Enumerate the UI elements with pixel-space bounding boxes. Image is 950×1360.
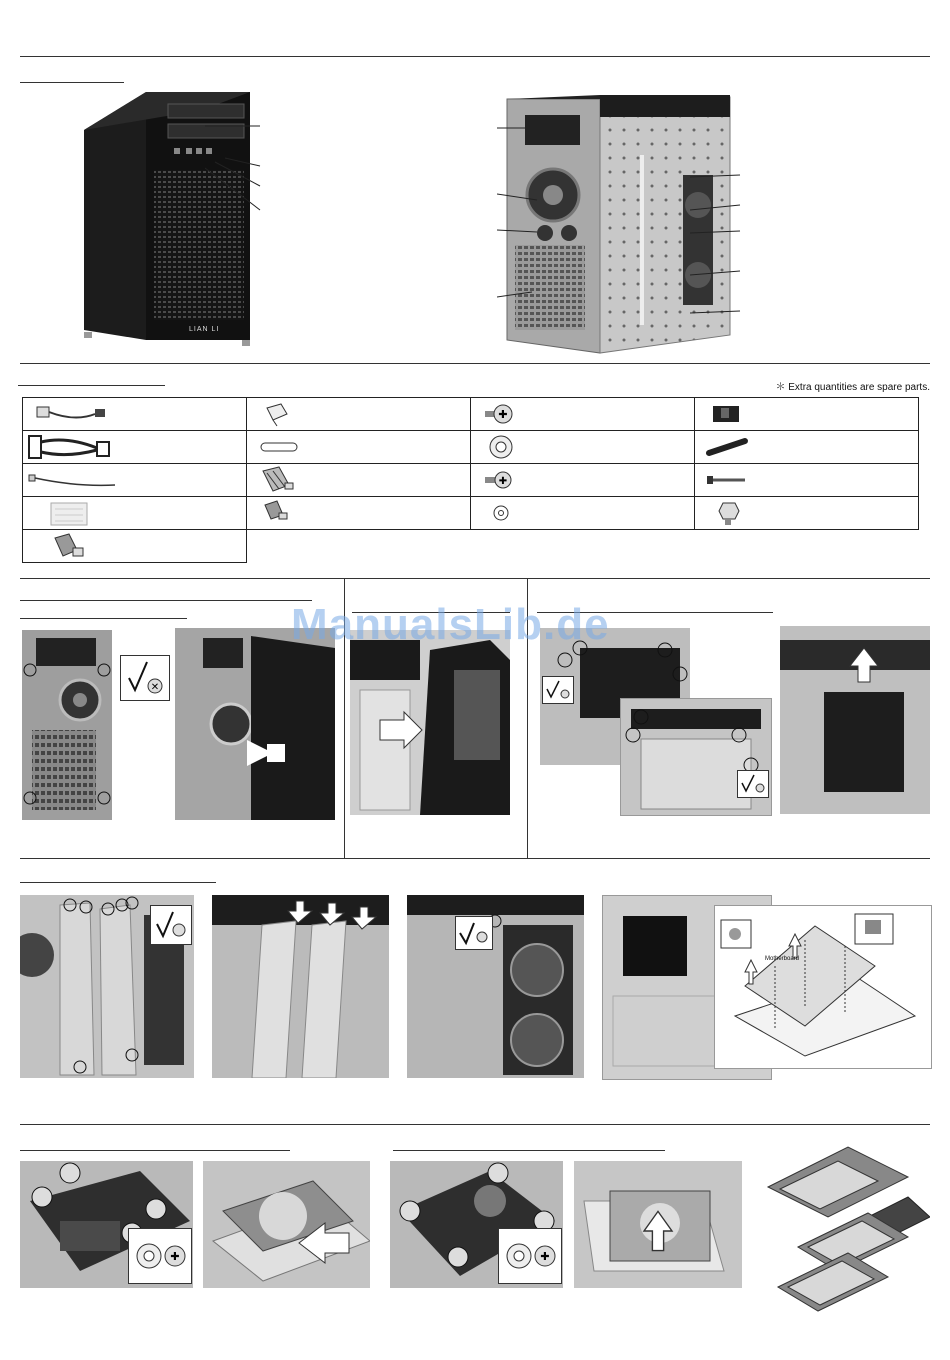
accessory-cell <box>471 497 695 530</box>
accessory-cell <box>247 431 471 464</box>
rear-panel-screws-photo <box>22 630 112 820</box>
step-title-underline-e <box>20 882 216 883</box>
accessory-cell <box>23 464 247 497</box>
rubber-washer-icon <box>481 433 521 463</box>
ssd-slide-in-photo <box>574 1161 742 1288</box>
accessory-cell <box>471 398 695 431</box>
step-title-underline-f <box>20 1150 290 1151</box>
drive-cage-removal-photo <box>780 626 930 814</box>
front-leader-lines <box>205 118 265 218</box>
grommet-screw-icon <box>128 1228 192 1284</box>
step-title-underline-g <box>393 1150 665 1151</box>
zip-tie-icon <box>27 465 127 495</box>
accessory-cell <box>247 464 471 497</box>
accessory-cell <box>471 431 695 464</box>
short-thumbscrew-icon <box>261 499 311 529</box>
top-rule <box>20 56 930 57</box>
screwdriver-check-icon <box>737 770 769 798</box>
drive-cage-screws-photo-b <box>620 698 772 816</box>
large-thumbscrew-icon <box>51 532 101 562</box>
foam-pad-icon <box>47 499 107 529</box>
screwdriver-check-icon <box>542 676 574 704</box>
screwdriver-check-icon <box>455 916 493 950</box>
hdd-screw-icon <box>481 400 521 430</box>
small-washer-icon <box>481 499 521 529</box>
section-underline-overview <box>20 82 124 83</box>
accessory-cell <box>23 530 247 563</box>
screwdriver-check-icon <box>120 655 170 701</box>
step-title-underline-b <box>20 618 187 619</box>
shoulder-screw-icon <box>709 499 749 529</box>
svg-text:✚: ✚ <box>498 408 508 421</box>
svg-text:✕: ✕ <box>150 682 160 693</box>
rear-left-leader-lines <box>497 120 542 305</box>
rear-right-leader-lines <box>690 165 742 320</box>
accessory-cell <box>23 431 247 464</box>
accessory-cell <box>695 398 919 431</box>
rule-steps-2 <box>20 858 930 859</box>
rule-accessories <box>20 363 930 364</box>
screwdriver-check-icon <box>150 905 192 945</box>
step-title-underline-a <box>20 600 312 601</box>
accessory-cell <box>247 497 471 530</box>
front-bezel-removal-photo <box>350 630 510 815</box>
accessory-cell <box>247 398 471 431</box>
motherboard-install-diagram <box>714 905 932 1069</box>
long-bolt-icon <box>705 466 755 496</box>
rule-steps-1 <box>20 578 930 579</box>
grommet-screw-icon <box>498 1228 562 1284</box>
accessory-cell <box>23 497 247 530</box>
accessory-cell <box>23 398 247 431</box>
hdd-stack-photo <box>758 1137 930 1325</box>
accessory-cell <box>695 431 919 464</box>
section-underline-accessories <box>18 385 165 386</box>
brand-logo: LIAN LI <box>189 326 220 333</box>
svg-text:✚: ✚ <box>170 1250 180 1263</box>
cable-tie-mount-icon <box>259 433 309 463</box>
pan-head-screw-icon <box>481 466 521 496</box>
long-thumbscrew-icon <box>259 465 309 495</box>
spare-parts-note: ＊ Extra quantities are spare parts. <box>775 382 930 393</box>
bracket-clip-icon <box>709 400 749 430</box>
usb-adapter-cable-icon <box>35 400 115 430</box>
side-panel-removal-photo <box>175 628 335 820</box>
watermark: ManualsLib.de <box>291 600 610 649</box>
hdd-slide-in-photo <box>203 1161 370 1288</box>
accessory-cell <box>695 464 919 497</box>
rail-clip-icon <box>705 433 755 463</box>
hdd-bracket-removal-photo <box>212 895 389 1078</box>
accessories-table <box>22 397 919 563</box>
sata-power-cable-icon <box>27 432 127 462</box>
accessory-cell <box>471 464 695 497</box>
accessory-cell <box>695 497 919 530</box>
fan-bracket-photo <box>407 895 584 1078</box>
svg-text:✚: ✚ <box>540 1250 550 1263</box>
rule-steps-3 <box>20 1124 930 1125</box>
svg-text:✚: ✚ <box>498 476 508 487</box>
standoff-icon <box>259 400 299 430</box>
motherboard-label: Motherboard <box>765 956 800 962</box>
